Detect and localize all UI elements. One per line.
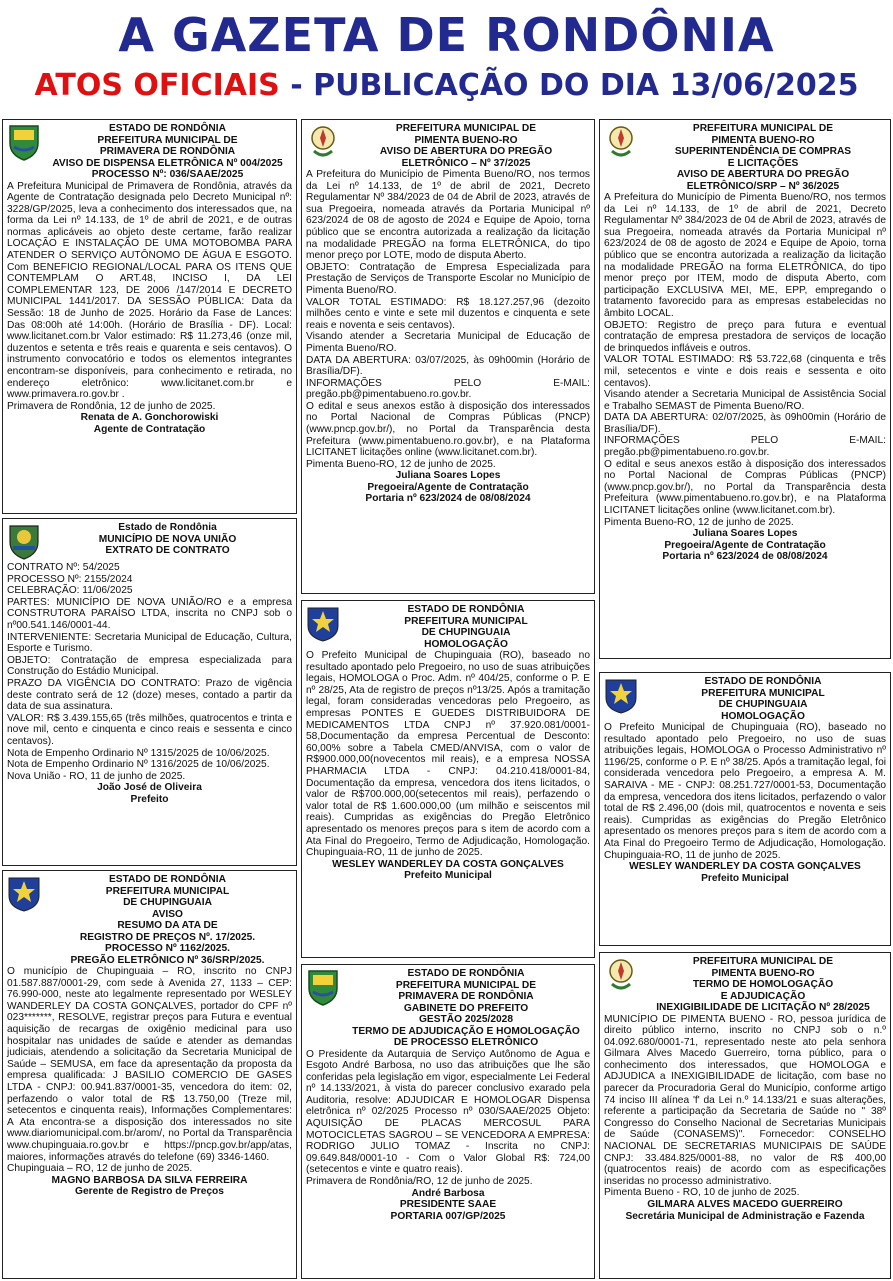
notice-primavera-adjudicacao bbox=[301, 964, 595, 1279]
notice-chupinguaia-ata bbox=[2, 870, 297, 1279]
notice-pimenta-pregao-37 bbox=[301, 119, 595, 594]
notice-heading: PREFEITURA MUNICIPAL DE PIMENTA BUENO-RO TERMO DE HOMOLOGAÇÃO E ADJUDICAÇÃO INEXIGIBILIDADE DE LICITAÇÃO Nº 28/2025 bbox=[656, 956, 870, 1013]
notice-heading: ESTADO DE RONDÔNIA PREFEITURA MUNICIPAL DE CHUPINGUAIA HOMOLOGAÇÃO bbox=[404, 604, 528, 650]
primavera-crest-icon bbox=[7, 123, 41, 161]
primavera-crest-icon bbox=[306, 968, 340, 1006]
pimenta-bueno-crest-icon bbox=[604, 956, 638, 994]
chupinguaia-star-icon bbox=[7, 874, 41, 912]
notice-chupinguaia-homologacao-2 bbox=[599, 672, 891, 946]
notice-body: A Prefeitura Municipal de Primavera de Rondônia, através da Agente de Contratação designada pelo Decreto Municipal nº: 3228/GP/2025, leva a conhecimento dos interessados que, na forma da Lei nº 14.133, de 1º de abril de 2021, e de outras normas aplicáveis ao objeto deste certame, farão realizar LOCAÇÃO E INSTALAÇÃO DE UMA MOTOBOMBA PARA ATENDER O SERVIÇO AUTÔNOMO DE ÁGUA E ESGOTO. Com BENEFICIO REGIONAL/LOCAL PARA OS ITENS QUE CONTEMPLAM O ART.48, INCISO I, DA LEI COMPLEMENTAR 123, DE 2006 /147/2014 E DECRETO MUNICIPAL 1441/2017. DA SESSÃO PÚBLICA: Data da Sessão: 18 de Junho de 2025. Horário da Fase de Lances: Das 08:00h até 14:00h. (Horário de Brasília - DF). Local: www.licitanet.com.br Valor estimado: R$ 11.273,46 (onze mil, duzentos e setenta e três reais e quarenta e seis centavos). O instrumento convocatório e todos os elementos integrantes encontram-se disponíveis, para conhecimento e retirada, no endereço eletrônico: www.licitanet.com.br e www.primavera.ro.gov.br . Primavera de Rondônia, 12 de junho de 2025. bbox=[7, 180, 292, 412]
chupinguaia-star-icon bbox=[306, 604, 340, 642]
pimenta-bueno-crest-icon bbox=[604, 123, 638, 161]
notice-heading: PREFEITURA MUNICIPAL DE PIMENTA BUENO-RO AVISO DE ABERTURA DO PREGÃO ELETRÔNICO – Nº 37/2025 bbox=[379, 123, 553, 169]
pimenta-bueno-crest-icon bbox=[306, 123, 340, 161]
notice-nova-uniao-extrato bbox=[2, 518, 297, 866]
notice-signature: André Barbosa PRESIDENTE SAAE PORTARIA 007/GP/2025 bbox=[390, 1187, 506, 1222]
notice-body: O Presidente da Autarquia de Serviço Autônomo de Agua e Esgoto André Barbosa, no uso das atribuições que lhe são conferidas pela legislação em vigor, especialmente Lei Federal nº 14.133/2021, à vista do parecer conclusivo exarado pela Auditoria, resolve: ADJUDICAR E HOMOLOGAR Dispensa eletrônica nº 02/2025 Processo nº 030/SAAE/2025 Objeto: AQUISIÇÃO DE PLACAS MERCOSUL PARA MOTOCICLETAS SAGROU – SE VENCEDORA A EMPRESA: RODRIGO JULIO TOMAZ - Inscrita no CNPJ: 09.649.848/0001-10 - Com o Valor Global R$: 724,00 (setecentos e vinte e quatro reais). Primavera de Rondônia/RO, 12 de junho de 2025. bbox=[306, 1048, 590, 1188]
notice-heading: ESTADO DE RONDÔNIA PREFEITURA MUNICIPAL DE PRIMAVERA DE RONDÔNIA GABINETE DO PREFEITO GESTÃO 2025/2028 TERMO DE ADJUDICAÇÃO E HOMOLOGAÇÃO DE PROCESSO ELETRÔNICO bbox=[352, 968, 580, 1048]
notice-pimenta-inexigibilidade bbox=[599, 952, 891, 1279]
notice-body: O Prefeito Municipal de Chupinguaia (RO), baseado no resultado apontado pelo Pregoeiro, no uso de suas atribuições legais, HOMOLOGA o Processo Administrativo nº 1196/25, conforme o P. E nº 38/25. Após a tramitação legal, foi considerada vencedora pelo Pregoeiro, a empresa A. M. SARAIVA - ME - CNPJ: 08.251.727/0001-53, Documentação da empresa, vencedora dos itens licitados, perfazendo o valor total de R$ 2.496,00 (dois mil, quatrocentos e noventa e seis reais). Cumpridas as exigências do Pregão Eletrônico apresentado os menores preços para s item de acordo com a Ata Final do Pregoeiro Termo de Adjudicação, Homologação. Chupinguaia-RO, 11 de junho de 2025. bbox=[604, 722, 886, 861]
notice-signature: Juliana Soares Lopes Pregoeira/Agente de Contratação Portaria nº 623/2024 de 08/08/2024 bbox=[365, 470, 531, 505]
notice-body: O município de Chupinguaia – RO, inscrito no CNPJ 01.587.887/0001-29, com sede à Avenida 27, 1133 – CEP: 76.990-000, neste ato legalmente representado por WESLEY WANDERLEY DA COSTA GONÇALVES, portador do CPF nº 023*******, RESOLVE, registrar preços para Futura e eventual aquisição de recargas de oxigênio medicinal para uso hospitalar nas unidades de saúde e atender as demandas judiciais, atendendo a solicitação da Secretaria Municipal de Saúde – SEMUSA, em face da apresentação da proposta da empresa qualificada: J BASILIO COMERCIO DE GASES LTDA - CNPJ: 00.941.837/0001-35, vencedora do item: 02, perfazendo o valor total de R$ 13.750,00 (Treze mil, setecentos e cinquenta reais), Informações Complementares: A Ata encontra-se a disposição dos interessados no site www.diariomunicipal.com.br/arom/, no Portal da Transparência www.chupinguaia.ro.gov.br e https://pncp.gov.br/app/atas, maiores, informações através do telefone (69) 3346-1460. Chupinguaia – RO, 12 de junho de 2025. bbox=[7, 966, 292, 1175]
notice-body: MUNICÍPIO DE PIMENTA BUENO - RO, pessoa jurídica de direito público interno, inscrito no CNPJ sob o n.º 04.092.680/0001-71, representado neste ato pela senhora Gilmara Alves Macedo Guerreiro, torna público, para o conhecimento dos interessados, que HOMOLOGA e ADJUDICA a INEXIGIBILIDADE de licitação, com base no parecer da Procuradoria Geral do Município, conforme artigo 74 inciso III alínea 'f' da Lei n.º 14.133/21 e suas alterações, referente a participação da Secretaria de Saúde no " 38º Congresso do Conselho Nacional de Secretarias Municipais de Saúde (CONASEMS)". Fornecedor: CONSELHO NACIONAL DE SECRETARIAS MUNICIPAIS DE SAÚDE CNPJ: 33.484.825/0001-88, no valor de R$ 400,00 (quatrocentos reais) de acordo com as especificações inseridas no processo administrativo. Pimenta Bueno - RO, 10 de junho de 2025. bbox=[604, 1013, 886, 1199]
notice-heading: Estado de Rondônia MUNICÍPIO DE NOVA UNIÃO EXTRATO DE CONTRATO bbox=[98, 522, 237, 556]
notice-heading: ESTADO DE RONDÔNIA PREFEITURA MUNICIPAL DE CHUPINGUAIA AVISO RESUMO DA ATA DE REGISTRO DE PREÇOS Nº. 17/2025. PROCESSO Nº 1162/2025. PREGÃO ELETRÔNICO Nº 36/SRP/2025. bbox=[70, 874, 265, 966]
notice-body: A Prefeitura do Município de Pimenta Bueno/RO, nos termos da Lei nº 14.133, de 1º de abril de 2021, Decreto Regulamentar Nº 384/2023 de 04 de Abril de 2023, através de sua Pregoeira, nomeada através da Portaria Municipal nº 623/2024 de 08 de agosto de 2024 e Equipe de Apoio, torna público que se encontra autorizada a realização da licitação na modalidade PREGÃO na forma ELETRÔNICA, do tipo menor preço por LOTE, modo de disputa Aberto. OBJETO: Contratação de Empresa Especializada para Prestação de Serviços de Transporte Escolar no Município de Pimenta Bueno/RO. VALOR TOTAL ESTIMADO: R$ 18.127.257,96 (dezoito milhões cento e vinte e sete mil duzentos e cinquenta e sete reais e noventa e seis centavos). Visando atender a Secretaria Municipal de Educação de Pimenta Bueno/RO. DATA DA ABERTURA: 03/07/2025, às 09h00min (Horário de Brasília/DF). INFORMAÇÕES PELO E-MAIL: pregão.pb@pimentabueno.ro.gov.br. O edital e seus anexos estão à disposição dos interessados no Portal Nacional de Compras Públicas (PNCP) (www.pncp.gov.br/), no Portal da Transparência desta Prefeitura (www.pimentabueno.ro.gov.br), e na Plataforma LICITANET licitações online (www.licitanet.com.br). Pimenta Bueno-RO, 12 de junho de 2025. bbox=[306, 169, 590, 470]
subtitle-section: ATOS OFICIAIS bbox=[34, 68, 280, 103]
subtitle-date: PUBLICAÇÃO DO DIA 13/06/2025 bbox=[313, 68, 859, 103]
chupinguaia-star-icon bbox=[604, 676, 638, 714]
notice-chupinguaia-homologacao-1 bbox=[301, 600, 595, 958]
newspaper-title: A GAZETA DE RONDÔNIA bbox=[118, 8, 775, 62]
notice-signature: GILMARA ALVES MACEDO GUERREIRO Secretária Municipal de Administração e Fazenda bbox=[625, 1199, 865, 1222]
notice-body: O Prefeito Municipal de Chupinguaia (RO), baseado no resultado apontado pelo Pregoeiro, no uso de suas atribuições legais, HOMOLOGA o Proc. Adm. nº 404/25, conforme o P. E nº 28/25, Ata de registro de preços nº13/25. Após a tramitação legal, foram consideradas vencedoras pelo Pregoeiro, as empresas PONTES E GUEDES DISTRIBUIDORA DE MEDICAMENTOS LTDA CNPJ nº 37.920.081/0001-58,Documentação da empresa Percentual de Desconto: 60,00% sobre a Tabela CMED/ANVISA, com o valor de R$900.000,00(novecentos mil reais), e a empresa NOSSA PHARMACIA LTDA - CNPJ: 04.210.418/0001-84, Documentação da empresa, vencedora dos itens licitados, o valor de R$700.000,00(setecentos mil reais), perfazendo o valor total de R$ 1.600.000,00 (um milhão e seiscentos mil reais). Cumpridas as exigências do Pregão Eletrônico apresentado os menores preços para s item de acordo com a Ata Final do Pregoeiro, Termo de Adjudicação, Homologação. Chupinguaia-RO, 11 de junho de 2025. bbox=[306, 650, 590, 859]
nova-uniao-crest-icon bbox=[7, 522, 41, 560]
notice-heading: ESTADO DE RONDÔNIA PREFEITURA MUNICIPAL DE PRIMAVERA DE RONDÔNIA AVISO DE DISPENSA ELETRÔNICA Nº 004/2025 PROCESSO Nº: 036/SAAE/2025 bbox=[52, 123, 283, 180]
notice-heading: ESTADO DE RONDÔNIA PREFEITURA MUNICIPAL DE CHUPINGUAIA HOMOLOGAÇÃO bbox=[701, 676, 825, 722]
notice-body: CONTRATO Nº: 54/2025 PROCESSO Nº: 2155/2024 CELEBRAÇÃO: 11/06/2025 PARTES: MUNICÍPIO DE NOVA UNIÃO/RO e a empresa CONSTRUTORA PARAÍSO LTDA, inscrita no CNPJ sob o nº00.541.146/0001-44. INTERVENIENTE: Secretaria Municipal de Educação, Cultura, Esporte e Turismo. OBJETO: Contratação de empresa especializada para Construção do Estádio Municipal. PRAZO DA VIGÊNCIA DO CONTRATO: Prazo de vigência deste contrato será de 12 (doze) meses, contado a partir da data de sua assinatura. VALOR: R$ 3.439.155,65 (três milhões, quatrocentos e trinta e nove mil, cento e cinquenta e cinco reais e sessenta e cinco centavos). Nota de Empenho Ordinario Nº 1315/2025 de 10/06/2025. Nota de Empenho Ordinario Nº 1316/2025 de 10/06/2025. Nova União - RO, 11 de junho de 2025. bbox=[7, 562, 292, 782]
notice-primavera-dispensa bbox=[2, 119, 297, 514]
subtitle-separator: - bbox=[279, 68, 314, 103]
notice-signature: WESLEY WANDERLEY DA COSTA GONÇALVES Prefeito Municipal bbox=[629, 861, 861, 884]
notice-signature: Juliana Soares Lopes Pregoeira/Agente de Contratação Portaria nº 623/2024 de 08/08/2024 bbox=[662, 528, 828, 563]
notice-signature: WESLEY WANDERLEY DA COSTA GONÇALVES Prefeito Municipal bbox=[332, 858, 564, 882]
notice-pimenta-pregao-36 bbox=[599, 119, 891, 659]
notice-signature: João José de Oliveira Prefeito bbox=[97, 782, 202, 805]
notice-heading: PREFEITURA MUNICIPAL DE PIMENTA BUENO-RO SUPERINTENDÊNCIA DE COMPRAS E LICITAÇÕES AVISO DE ABERTURA DO PREGÃO ELETRÔNICO/SRP – Nº 36/2025 bbox=[674, 123, 852, 192]
notice-signature: MAGNO BARBOSA DA SILVA FERREIRA Gerente de Registro de Preços bbox=[51, 1174, 248, 1198]
masthead bbox=[0, 0, 893, 112]
notice-body: A Prefeitura do Município de Pimenta Bueno/RO, nos termos da Lei nº 14.133, de 1º de abril de 2021, Decreto Regulamentar Nº 384/2023 de 04 de Abril de 2023, através de sua Pregoeira, nomeada através da Portaria Municipal nº 623/2024 de 08 de agosto de 2024 e Equipe de Apoio, torna público que se encontra autorizada a realização da licitação na modalidade PREGÃO na forma ELETRÔNICA, do tipo menor preço por ITEM, modo de disputa Aberto, com participação EXCLUSIVA MEI, ME, EPP, empregando o tratamento favorecido para as empresas estabelecidas no âmbito LOCAL. OBJETO: Registro de preço para futura e eventual contratação de empresa prestadora de serviços de locação de brinquedos infláveis e outros. VALOR TOTAL ESTIMADO: R$ 53.722,68 (cinquenta e três mil, setecentos e vinte e dois reais e sessenta e oito centavos). Visando atender a Secretaria Municipal de Assistência Social e Trabalho SEMAST de Pimenta Bueno/RO. DATA DA ABERTURA: 02/07/2025, às 09h00min (Horário de Brasília/DF). INFORMAÇÕES PELO E-MAIL: pregão.pb@pimentabueno.ro.gov.br. O edital e seus anexos estão à disposição dos interessados no Portal Nacional de Compras Públicas (PNCP) (www.pncp.gov.br/), no Portal da Transparência desta Prefeitura (www.pimentabueno.ro.gov.br), e na Plataforma LICITANET licitações online (www.licitanet.com.br). Pimenta Bueno-RO, 12 de junho de 2025. bbox=[604, 192, 886, 528]
notice-signature: Renata de A. Gonchorowiski Agente de Contratação bbox=[80, 412, 219, 435]
edition-subtitle bbox=[0, 64, 893, 108]
